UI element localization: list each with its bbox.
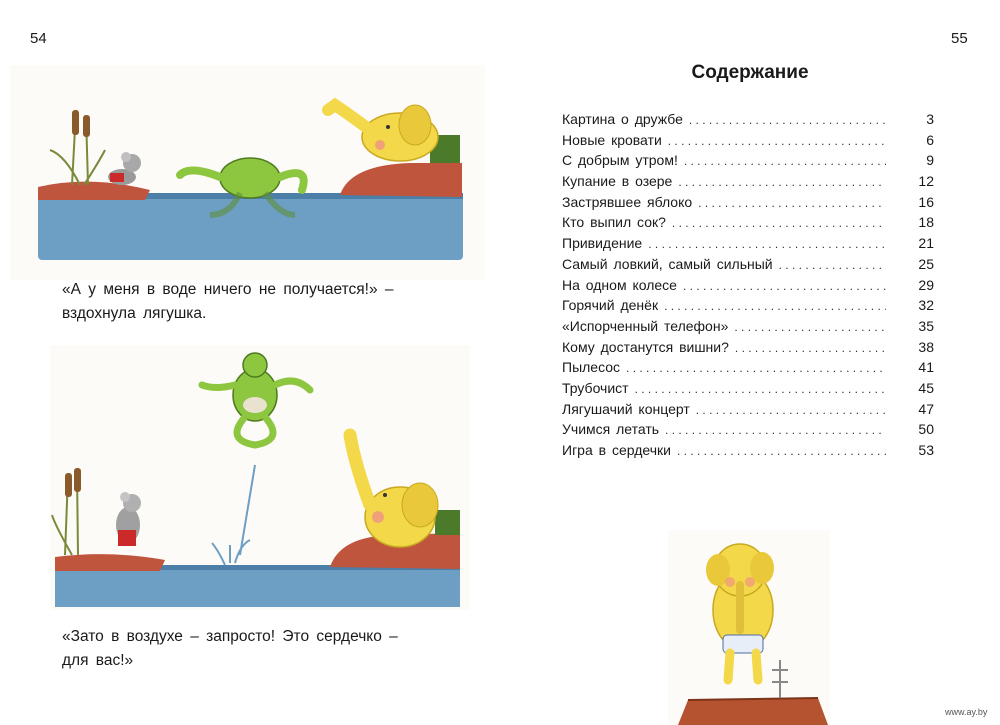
toc-leader-dots (683, 279, 886, 293)
toc-entry-title: Новые кровати (562, 131, 662, 148)
toc-entry-page: 47 (918, 400, 934, 417)
toc-leader-dots (648, 237, 886, 251)
toc-entry (562, 401, 934, 422)
toc-entry-page: 25 (918, 255, 934, 272)
toc-entry-page: 35 (918, 317, 934, 334)
toc-entry (562, 173, 934, 194)
toc-entry-title: Учимся летать (562, 421, 660, 438)
toc-entry-title: Трубочист (562, 379, 629, 396)
toc-leader-dots (672, 216, 886, 230)
toc-leader-dots (678, 175, 886, 189)
page-number-right: 55 (951, 30, 968, 47)
toc-entry-title: Застрявшее яблоко (562, 193, 693, 210)
toc-entry-page: 41 (918, 359, 934, 376)
toc-entry-title: Картина о дружбе (562, 111, 683, 127)
toc-entry-page: 45 (918, 379, 934, 396)
toc-entry (562, 256, 934, 277)
page-number-left: 54 (30, 30, 47, 47)
toc-entry-title: Кто выпил сок? (562, 214, 666, 231)
illustration-elephant-diving (668, 530, 830, 725)
toc-leader-dots (698, 196, 886, 210)
toc-entry (562, 111, 934, 132)
toc-entry (562, 339, 934, 360)
table-of-contents (562, 111, 934, 463)
toc-entry-page: 53 (918, 442, 934, 458)
toc-entry (562, 132, 934, 153)
caption-bottom: «Зато в воздухе – запросто! Это сердечко – для вас!» (62, 628, 398, 669)
toc-leader-dots (665, 423, 886, 437)
toc-entry-title: Игра в сердечки (562, 442, 671, 458)
toc-entry-title: Пылесос (562, 359, 621, 376)
toc-entry-title: Лягушачий концерт (562, 400, 690, 417)
toc-entry-page: 6 (926, 131, 934, 148)
toc-entry (562, 318, 934, 339)
toc-entry-title: С добрым утром! (562, 152, 678, 169)
toc-entry (562, 380, 934, 401)
toc-entry-page: 29 (918, 276, 934, 293)
toc-entry-title: Самый ловкий, самый сильный (562, 255, 773, 272)
toc-entry-page: 38 (918, 338, 934, 355)
toc-entry-page: 12 (918, 173, 934, 190)
toc-entry-page: 21 (918, 235, 934, 252)
toc-entry-title: Привидение (562, 235, 643, 252)
toc-entry-title: «Испорченный телефон» (562, 317, 729, 334)
toc-entry-title: Купание в озере (562, 173, 673, 190)
toc-leader-dots (677, 444, 886, 458)
toc-entry-page: 16 (918, 193, 934, 210)
toc-entry-title: Горячий денёк (562, 297, 659, 314)
toc-entry (562, 194, 934, 215)
toc-entry-title: Кому достанутся вишни? (562, 338, 729, 355)
toc-leader-dots (779, 258, 886, 272)
toc-entry-page: 50 (918, 421, 934, 438)
toc-entry (562, 277, 934, 298)
watermark: www.ay.by (945, 707, 988, 717)
illustration-frog-jumping (50, 345, 470, 610)
toc-entry-page: 32 (918, 297, 934, 314)
toc-leader-dots (626, 361, 886, 375)
toc-entry-page: 9 (926, 152, 934, 169)
toc-entry-page: 3 (926, 111, 934, 127)
toc-entry (562, 235, 934, 256)
toc-entry (562, 297, 934, 318)
toc-leader-dots (635, 382, 886, 396)
toc-entry (562, 442, 934, 463)
illustration-frog-swimming (10, 65, 485, 280)
toc-leader-dots (664, 299, 886, 313)
toc-entry (562, 214, 934, 235)
toc-entry-title: На одном колесе (562, 276, 677, 293)
toc-leader-dots (734, 320, 886, 334)
toc-entry (562, 421, 934, 442)
toc-entry-page: 18 (918, 214, 934, 231)
toc-entry (562, 359, 934, 380)
toc-leader-dots (735, 341, 886, 355)
toc-entry (562, 152, 934, 173)
toc-leader-dots (684, 154, 886, 168)
caption-top: «А у меня в воде ничего не получается!» – вздохнула лягушка. (62, 281, 394, 322)
toc-leader-dots (696, 403, 886, 417)
toc-leader-dots (668, 134, 886, 148)
toc-heading: Содержание (691, 62, 809, 83)
toc-leader-dots (689, 113, 886, 127)
